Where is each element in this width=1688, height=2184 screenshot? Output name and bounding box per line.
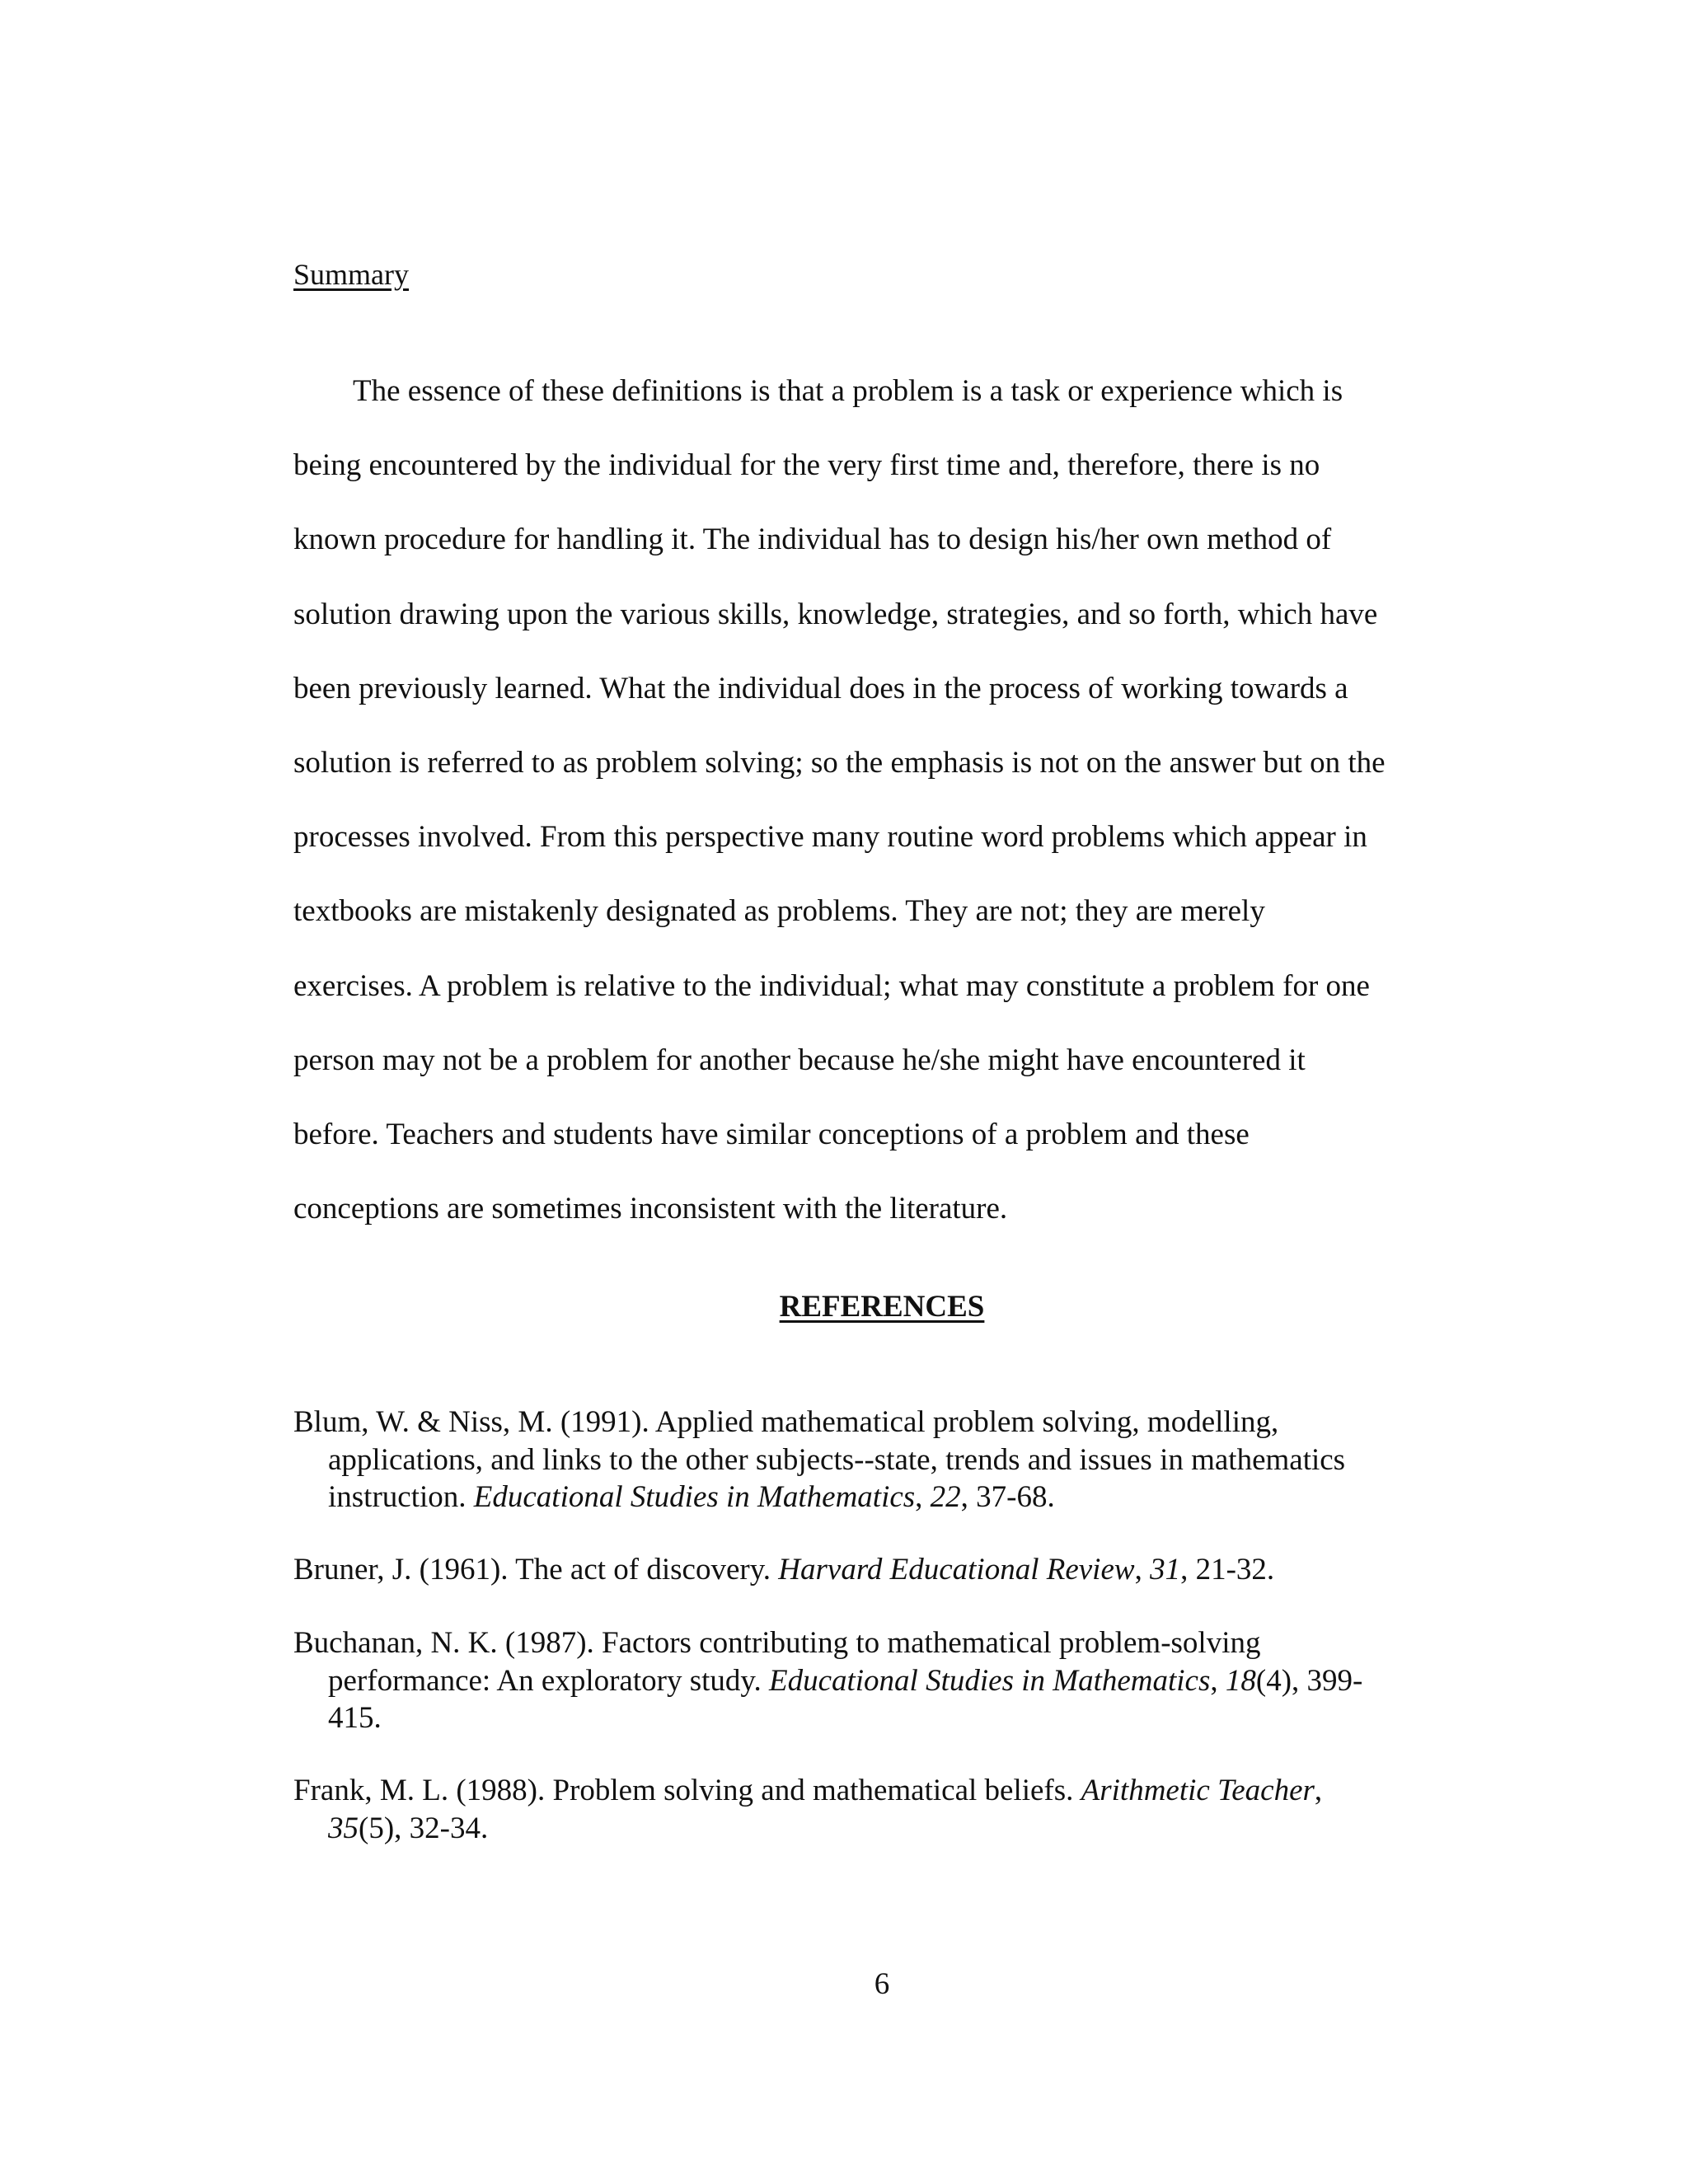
reference-entry (293, 1624, 1480, 1737)
reference-line (293, 1810, 1480, 1848)
journal-volume: 35 (328, 1811, 359, 1845)
journal-title: Arithmetic Teacher (1081, 1774, 1315, 1807)
summary-line: before. Teachers and students have similar conceptions of a problem and these (293, 1117, 1250, 1151)
reference-text: instruction. (328, 1480, 474, 1514)
summary-line: been previously learned. What the individual does in the process of working towards a (293, 671, 1348, 705)
summary-line: textbooks are mistakenly designated as problems. They are not; they are merely (293, 894, 1265, 929)
summary-line: being encountered by the individual for the very first time and, therefore, there is no (293, 448, 1320, 483)
summary-paragraph (293, 354, 1480, 1246)
journal-title: Educational Studies in Mathematics (768, 1663, 1211, 1698)
reference-text: Bruner, J. (1961). The act of discovery. (293, 1553, 779, 1586)
journal-title: Educational Studies in Mathematics (473, 1480, 916, 1514)
reference-line (293, 1551, 1480, 1589)
journal-title: Harvard Educational Review (778, 1553, 1135, 1586)
journal-volume: 18 (1225, 1663, 1256, 1698)
reference-line (293, 1772, 1480, 1810)
summary-line: solution drawing upon the various skills, knowledge, strategies, and so forth, which have (293, 597, 1378, 631)
summary-line: solution is referred to as problem solving; so the emphasis is not on the answer but on the (293, 745, 1386, 780)
reference-text: , (1314, 1774, 1323, 1807)
reference-line: Blum, W. & Niss, M. (1991). Applied mathematical problem solving, modelling, (293, 1405, 1279, 1439)
journal-volume: 22 (930, 1480, 961, 1514)
page-number: 6 (874, 1967, 890, 2001)
reference-text: (5), 32-34. (359, 1811, 489, 1845)
journal-volume: 31 (1150, 1553, 1181, 1586)
reference-text: (4), 399- (1255, 1663, 1363, 1698)
summary-line: known procedure for handling it. The individual has to design his/her own method of (293, 523, 1332, 557)
reference-text: , (1210, 1663, 1226, 1698)
summary-line: exercises. A problem is relative to the individual; what may constitute a problem for one (293, 968, 1370, 1003)
reference-line: Buchanan, N. K. (1987). Factors contributing to mathematical problem-solving (293, 1626, 1261, 1660)
summary-line: The essence of these definitions is that a problem is a task or experience which is (353, 374, 1343, 408)
reference-line: applications, and links to the other subjects--state, trends and issues in mathematics (328, 1442, 1346, 1477)
reference-line (293, 1479, 1480, 1516)
reference-line (293, 1662, 1480, 1700)
summary-line: person may not be a problem for another because he/she might have encountered it (293, 1043, 1306, 1077)
summary-line: processes involved. From this perspective many routine word problems which appear in (293, 820, 1367, 855)
reference-entry (293, 1404, 1480, 1516)
reference-entry (293, 1772, 1480, 1847)
summary-line: conceptions are sometimes inconsistent with the literature. (293, 1192, 1008, 1226)
reference-line: 415. (328, 1701, 382, 1735)
reference-text: , (915, 1480, 931, 1514)
references-heading: REFERENCES (779, 1290, 985, 1324)
reference-text: performance: An exploratory study. (328, 1663, 769, 1698)
reference-text: , 37-68. (960, 1480, 1055, 1514)
reference-text: , (1134, 1553, 1151, 1586)
summary-heading: Summary (293, 258, 409, 291)
reference-entry (293, 1551, 1480, 1589)
reference-text: Frank, M. L. (1988). Problem solving and mathematical beliefs. (293, 1774, 1081, 1807)
reference-text: , 21-32. (1180, 1553, 1275, 1586)
